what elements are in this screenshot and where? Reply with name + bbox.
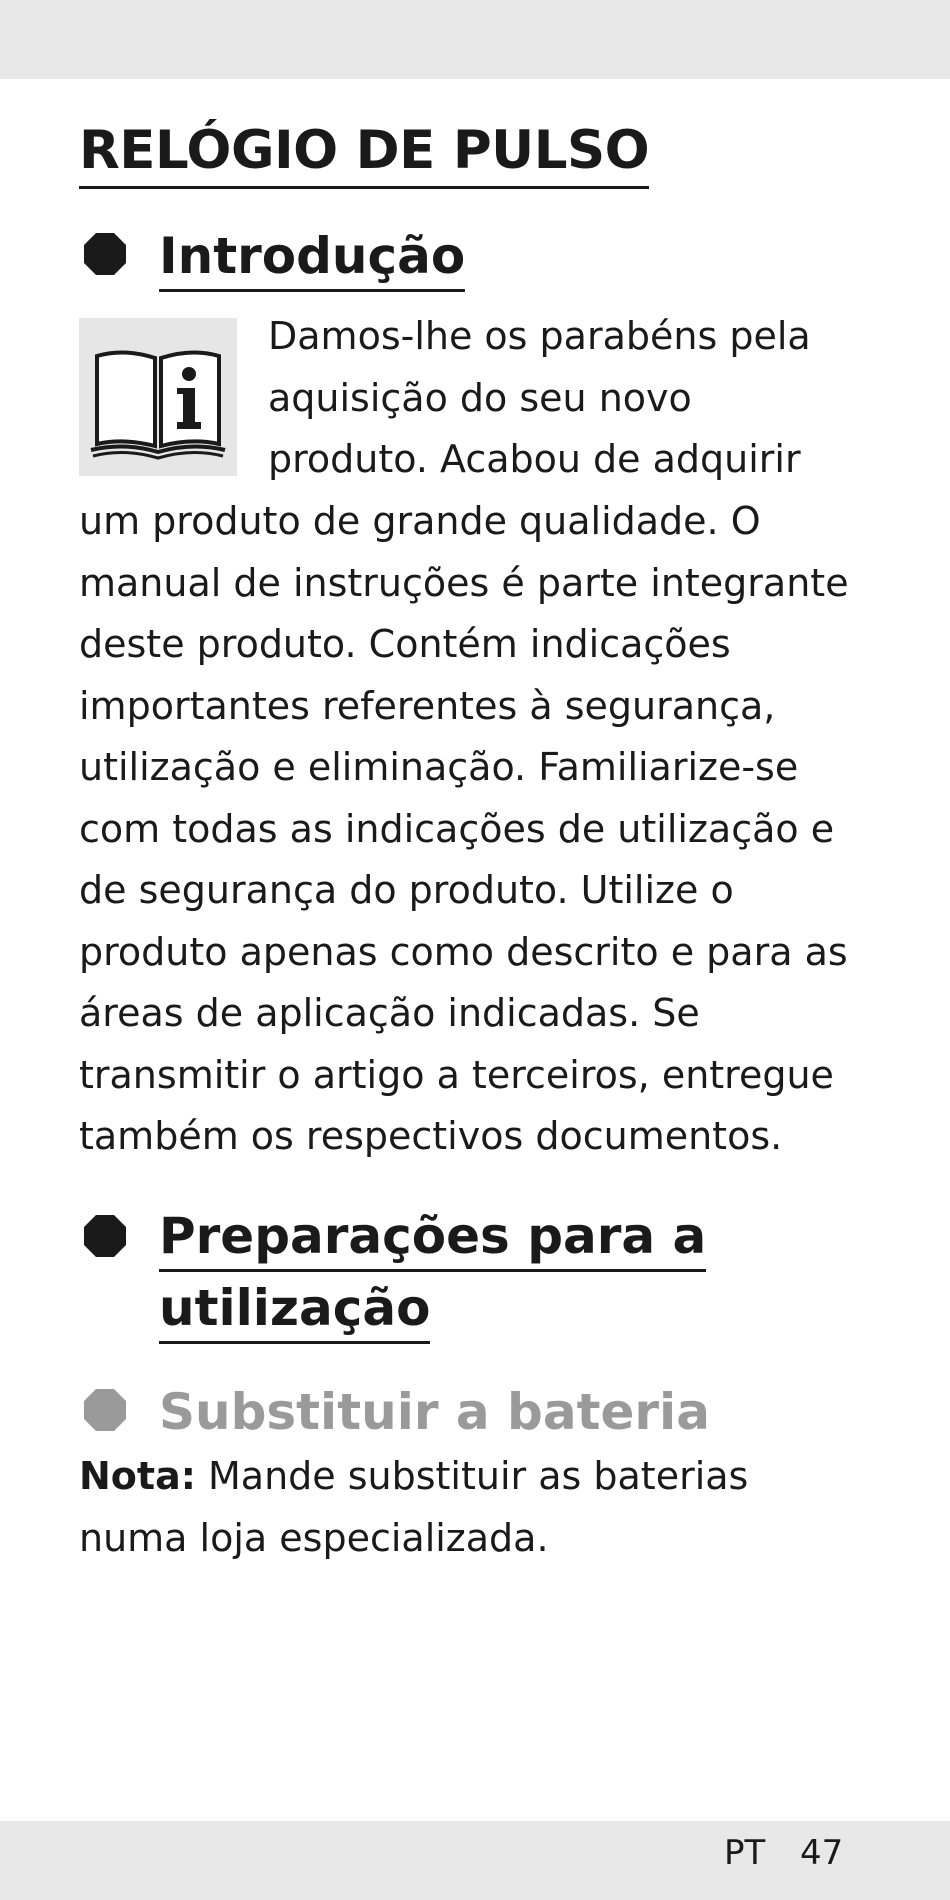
intro-body-paragraph — [79, 491, 849, 1168]
info-manual-icon — [79, 318, 237, 476]
section-heading-introducao-text: Introdução — [159, 223, 465, 292]
intro-lead-line: produto. Acabou de adquirir — [268, 437, 801, 481]
intro-body-line: produto apenas como descrito e para as — [79, 929, 848, 974]
top-band — [0, 0, 950, 79]
note-text: Mande substituir as baterias — [195, 1454, 749, 1498]
section-heading-preparacoes — [159, 1200, 706, 1344]
footer-page-number: 47 — [800, 1833, 844, 1873]
intro-body-line: transmitir o artigo a terceiros, entregue — [79, 1052, 834, 1097]
intro-body-line: de segurança do produto. Utilize o — [79, 868, 734, 912]
intro-body-line: utilização e eliminação. Familiarize-se — [79, 745, 799, 789]
intro-body-line: importantes referentes à segurança, — [79, 683, 776, 728]
intro-body-line: também os respectivos documentos. — [79, 1114, 783, 1158]
section-heading-introducao — [159, 220, 465, 292]
intro-lead-paragraph — [268, 306, 811, 491]
intro-lead-line: aquisição do seu novo — [268, 375, 692, 420]
note-label: Nota: — [79, 1454, 196, 1498]
intro-body-line: um produto de grande qualidade. O — [79, 499, 761, 543]
intro-body-line: manual de instruções é parte integrante — [79, 560, 849, 605]
bullet-octagon-icon — [83, 232, 127, 276]
bullet-octagon-icon — [83, 1214, 127, 1258]
intro-body-line: áreas de aplicação indicadas. Se — [79, 991, 700, 1035]
page-title: RELÓGIO DE PULSO — [79, 116, 649, 189]
section-heading-substituir-bateria: Substituir a bateria — [159, 1383, 710, 1441]
bullet-octagon-grey-icon — [83, 1388, 127, 1432]
section-heading-preparacoes-line2: utilização — [159, 1275, 430, 1344]
battery-note-paragraph — [79, 1446, 748, 1569]
intro-body-line: com todas as indicações de utilização e — [79, 806, 835, 851]
note-text-line2: numa loja especializada. — [79, 1515, 549, 1560]
footer-language: PT — [724, 1833, 766, 1873]
intro-body-line: deste produto. Contém indicações — [79, 622, 731, 666]
section-heading-preparacoes-line1: Preparações para a — [159, 1203, 706, 1272]
intro-lead-line: Damos-lhe os parabéns pela — [268, 314, 811, 358]
